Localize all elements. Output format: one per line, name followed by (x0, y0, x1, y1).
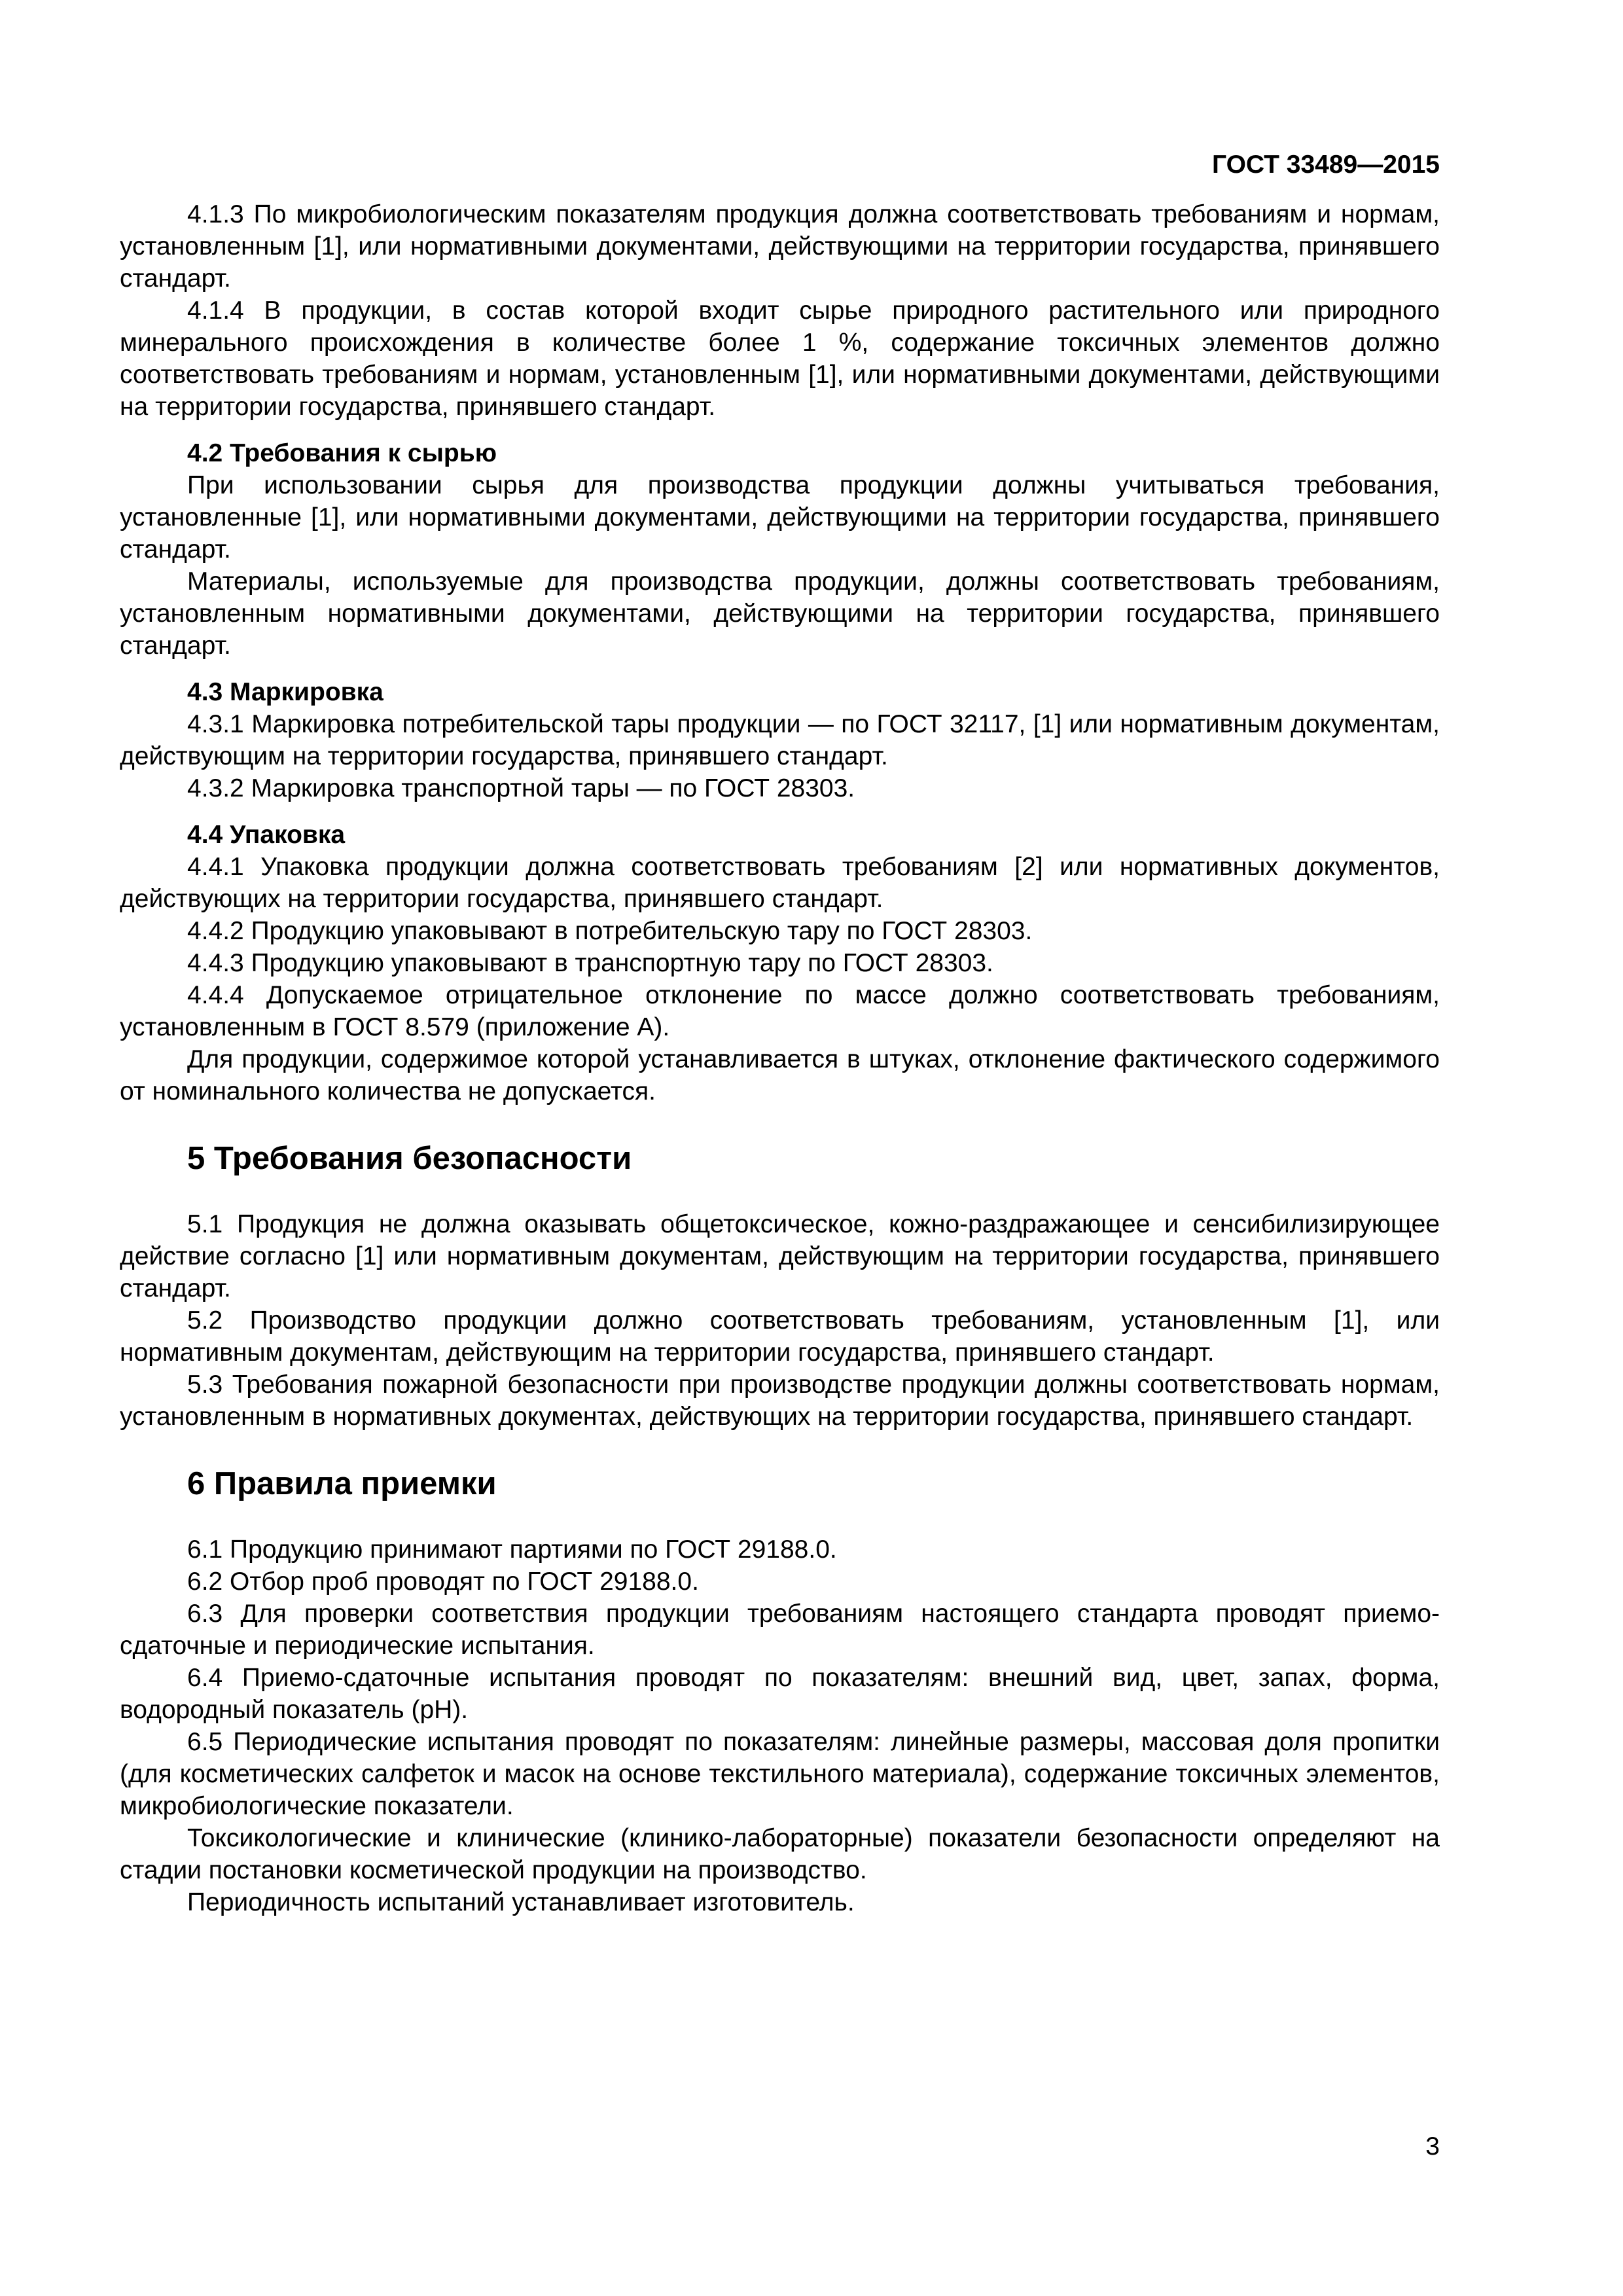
subsection-heading: 4.4 Упаковка (187, 821, 346, 849)
page-number: 3 (1425, 2132, 1440, 2161)
paragraph: 4.1.3 По микробиологическим показателям продукция должна соответствовать требованиям и нормам, установленным [1], или нормативными документами, действующими на территории государства, принявшего стандарт. (120, 200, 1440, 293)
paragraph: 4.3.1 Маркировка потребительской тары продукции — по ГОСТ 32117, [1] или нормативным документам, действующим на территории государства, принявшего стандарт. (120, 710, 1440, 770)
paragraph: 4.4.4 Допускаемое отрицательное отклонение по массе должно соответствовать требованиям, установленным в ГОСТ 8.579 (приложение А). (120, 981, 1440, 1041)
subsection-heading: 4.2 Требования к сырью (187, 439, 497, 467)
paragraph: 6.3 Для проверки соответствия продукции требованиям настоящего стандарта проводят приемо-сдаточные и периодические испытания. (120, 1600, 1440, 1660)
subsection-heading: 4.3 Маркировка (187, 678, 383, 706)
paragraph: 5.3 Требования пожарной безопасности при производстве продукции должны соответствовать нормам, установленным в нормативных документах, действующих на территории государства, принявшего стандарт. (120, 1371, 1440, 1431)
paragraph: 6.4 Приемо-сдаточные испытания проводят по показателям: внешний вид, цвет, запах, форма, водородный показатель (pH). (120, 1664, 1440, 1724)
document-code: ГОСТ 33489—2015 (1212, 151, 1440, 179)
paragraph: 4.4.2 Продукцию упаковывают в потребительскую тару по ГОСТ 28303. (187, 917, 1033, 945)
document-body (120, 198, 1440, 1918)
paragraph: 6.2 Отбор проб проводят по ГОСТ 29188.0. (187, 1568, 699, 1596)
paragraph: Периодичность испытаний устанавливает изготовитель. (187, 1888, 855, 1916)
paragraph: 4.3.2 Маркировка транспортной тары — по ГОСТ 28303. (187, 774, 855, 802)
paragraph: 6.1 Продукцию принимают партиями по ГОСТ 29188.0. (187, 1535, 837, 1564)
paragraph: При использовании сырья для производства продукции должны учитываться требования, установленные [1], или нормативными документами, действующими на территории государства, принявшего стандарт. (120, 471, 1440, 564)
paragraph: 4.1.4 В продукции, в состав которой входит сырье природного растительного или природного минерального происхождения в количестве более 1 %, содержание токсичных элементов должно соответствовать требованиям и нормам, установленным [1], или нормативными документами, действующими на территории государства, принявшего стандарт. (120, 296, 1440, 421)
paragraph: 4.4.1 Упаковка продукции должна соответствовать требованиям [2] или нормативных документов, действующих на территории государства, принявшего стандарт. (120, 853, 1440, 913)
paragraph: 5.2 Производство продукции должно соответствовать требованиям, установленным [1], или нормативным документам, действующим на территории государства, принявшего стандарт. (120, 1306, 1440, 1367)
paragraph: 4.4.3 Продукцию упаковывают в транспортную тару по ГОСТ 28303. (187, 949, 993, 977)
paragraph: 6.5 Периодические испытания проводят по показателям: линейные размеры, массовая доля пропитки (для косметических салфеток и масок на основе текстильного материала), содержание токсичных элементов, микробиологические показатели. (120, 1728, 1440, 1820)
section-heading: 5 Требования безопасности (187, 1141, 632, 1176)
section-heading: 6 Правила приемки (187, 1466, 497, 1501)
paragraph: Для продукции, содержимое которой устанавливается в штуках, отклонение фактического содержимого от номинального количества не допускается. (120, 1045, 1440, 1105)
paragraph: Токсикологические и клинические (клинико-лабораторные) показатели безопасности определяют на стадии постановки косметической продукции на производство. (120, 1824, 1440, 1884)
paragraph: 5.1 Продукция не должна оказывать общетоксическое, кожно-раздражающее и сенсибилизирующее действие согласно [1] или нормативным документам, действующим на территории государства, принявшего стандарт. (120, 1210, 1440, 1302)
paragraph: Материалы, используемые для производства продукции, должны соответствовать требованиям, установленным нормативными документами, действующими на территории государства, принявшего стандарт. (120, 567, 1440, 660)
